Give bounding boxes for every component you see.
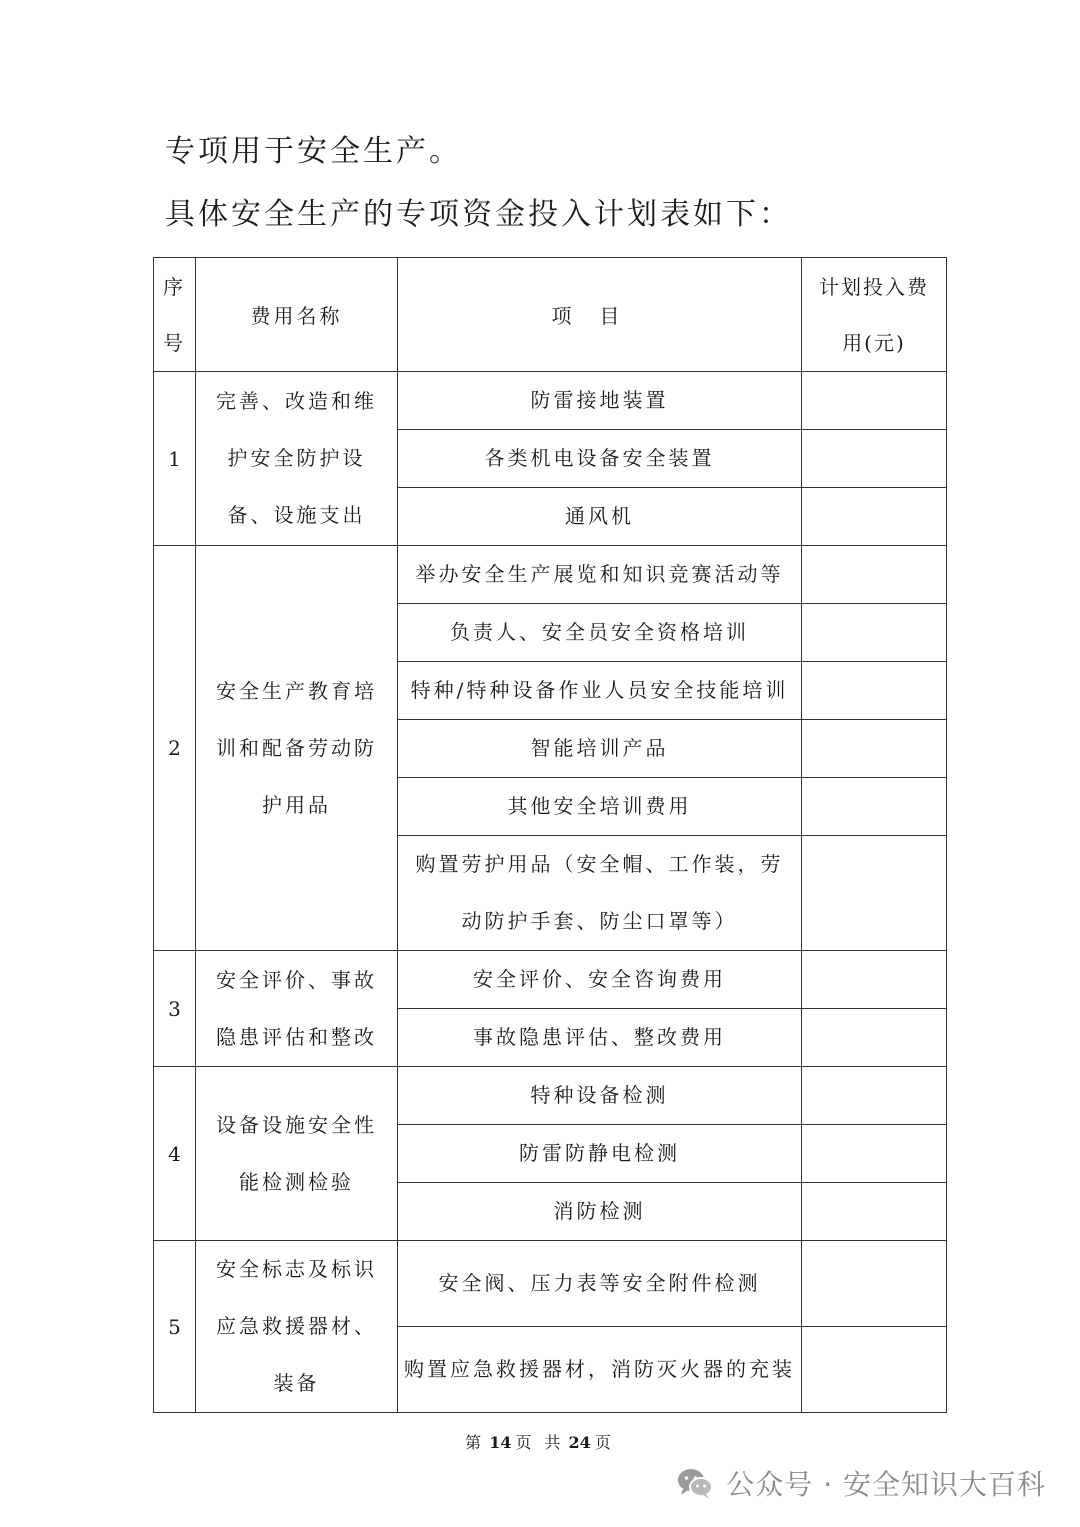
budget-cell[interactable] xyxy=(802,662,947,720)
budget-cell[interactable] xyxy=(802,1125,947,1183)
budget-cell[interactable] xyxy=(802,1241,947,1327)
item-cell: 防雷防静电检测 xyxy=(398,1125,802,1183)
page-number: 第 14 页 共 24 页 xyxy=(465,1433,615,1452)
group-name: 安全评价、事故隐患评估和整改 xyxy=(196,951,398,1067)
item-cell: 智能培训产品 xyxy=(398,720,802,778)
item-cell: 举办安全生产展览和知识竞赛活动等 xyxy=(398,546,802,604)
item-cell: 安全阀、压力表等安全附件检测 xyxy=(398,1241,802,1327)
item-cell: 各类机电设备安全装置 xyxy=(398,430,802,488)
budget-cell[interactable] xyxy=(802,546,947,604)
item-cell: 安全评价、安全咨询费用 xyxy=(398,951,802,1009)
item-cell: 负责人、安全员安全资格培训 xyxy=(398,604,802,662)
table-row xyxy=(154,372,947,430)
header-item: 项目 xyxy=(398,258,802,372)
item-cell: 防雷接地装置 xyxy=(398,372,802,430)
header-budget: 计划投入费 用(元) xyxy=(802,258,947,372)
budget-cell[interactable] xyxy=(802,372,947,430)
group-seq: 5 xyxy=(154,1241,196,1413)
watermark xyxy=(674,1462,1046,1504)
table-row xyxy=(154,951,947,1009)
budget-cell[interactable] xyxy=(802,778,947,836)
table-row xyxy=(154,1241,947,1327)
wechat-icon xyxy=(674,1462,716,1504)
group-name: 安全标志及标识应急救援器材、装备 xyxy=(196,1241,398,1413)
table-header-row xyxy=(154,258,947,372)
body-text-line-2: 具体安全生产的专项资金投入计划表如下： xyxy=(165,197,792,232)
budget-cell[interactable] xyxy=(802,720,947,778)
group-name: 设备设施安全性能检测检验 xyxy=(196,1067,398,1241)
item-cell: 特种设备检测 xyxy=(398,1067,802,1125)
budget-cell[interactable] xyxy=(802,604,947,662)
group-name: 安全生产教育培训和配备劳动防护用品 xyxy=(196,546,398,951)
budget-cell[interactable] xyxy=(802,430,947,488)
header-name: 费用名称 xyxy=(196,258,398,372)
table-row xyxy=(154,546,947,604)
group-seq: 2 xyxy=(154,546,196,951)
header-seq: 序 号 xyxy=(154,258,196,372)
watermark-text: 公众号 · 安全知识大百科 xyxy=(726,1468,1046,1501)
item-cell: 购置劳护用品（安全帽、工作装，劳动防护手套、防尘口罩等） xyxy=(398,836,802,951)
budget-cell[interactable] xyxy=(802,1067,947,1125)
item-cell: 通风机 xyxy=(398,488,802,546)
group-name: 完善、改造和维护安全防护设备、设施支出 xyxy=(196,372,398,546)
safety-fund-plan-table xyxy=(153,257,947,1413)
table-row xyxy=(154,1067,947,1125)
budget-cell[interactable] xyxy=(802,1183,947,1241)
budget-cell[interactable] xyxy=(802,951,947,1009)
budget-cell[interactable] xyxy=(802,836,947,951)
item-cell: 特种/特种设备作业人员安全技能培训 xyxy=(398,662,802,720)
group-seq: 1 xyxy=(154,372,196,546)
item-cell: 消防检测 xyxy=(398,1183,802,1241)
body-text-line-1: 专项用于安全生产。 xyxy=(165,134,462,169)
item-cell: 其他安全培训费用 xyxy=(398,778,802,836)
item-cell: 事故隐患评估、整改费用 xyxy=(398,1009,802,1067)
group-seq: 4 xyxy=(154,1067,196,1241)
item-cell: 购置应急救援器材，消防灭火器的充装 xyxy=(398,1327,802,1413)
budget-cell[interactable] xyxy=(802,1009,947,1067)
group-seq: 3 xyxy=(154,951,196,1067)
budget-cell[interactable] xyxy=(802,1327,947,1413)
budget-cell[interactable] xyxy=(802,488,947,546)
